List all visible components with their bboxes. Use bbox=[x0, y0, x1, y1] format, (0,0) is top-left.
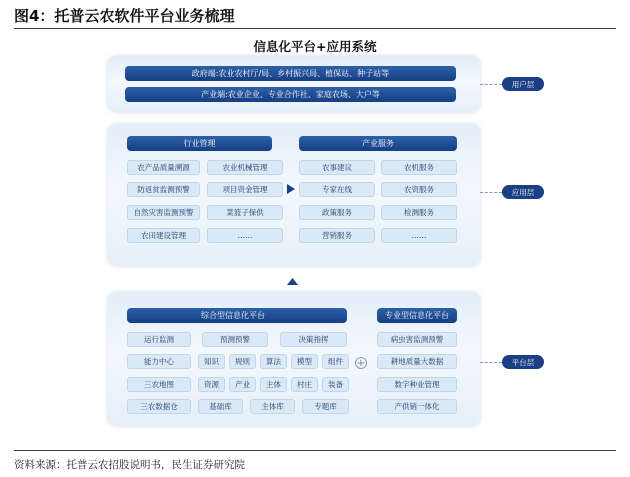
top-rule bbox=[14, 28, 616, 29]
bottom-rule bbox=[14, 450, 616, 451]
user-layer-tag: 用户层 bbox=[502, 77, 544, 91]
platform-layer-tag: 平台层 bbox=[502, 355, 544, 369]
figure-title: 图4：托普云农软件平台业务梳理 bbox=[14, 7, 235, 25]
cell-pest-monitor: 病虫害监测预警 bbox=[377, 332, 457, 347]
user-row-industry: 产业端:农业企业、专业合作社、家庭农场、大户等 bbox=[125, 87, 456, 102]
cell-topic-library: 专题库 bbox=[302, 399, 349, 414]
cell-policy-service: 政策服务 bbox=[299, 205, 375, 220]
cell-rules: 规则 bbox=[229, 354, 256, 369]
cell-model: 模型 bbox=[291, 354, 318, 369]
cell-seed-mgmt: 数字种业管理 bbox=[377, 377, 457, 392]
diagram-title: 信息化平台+应用系统 bbox=[253, 39, 377, 54]
cell-decision-command: 决策指挥 bbox=[280, 332, 347, 347]
cell-food-supply: 菜篮子保供 bbox=[207, 205, 283, 220]
cell-ellipsis-2: …… bbox=[381, 228, 457, 243]
specialized-platform-header: 专业型信息化平台 bbox=[377, 308, 457, 323]
cell-entity: 主体 bbox=[260, 377, 287, 392]
cell-farming-advice: 农事建议 bbox=[299, 160, 375, 175]
cell-equipment: 装备 bbox=[322, 377, 349, 392]
app-layer-connector bbox=[480, 192, 502, 193]
user-row-government: 政府端:农业农村厅/局、乡村振兴局、植保站、种子站等 bbox=[125, 66, 456, 81]
cell-industry: 产业 bbox=[229, 377, 256, 392]
platform-layer-connector bbox=[480, 362, 502, 363]
industry-service-header: 产业服务 bbox=[299, 136, 457, 151]
cell-expert-online: 专家在线 bbox=[299, 182, 375, 197]
cell-soil-bigdata: 耕地质量大数据 bbox=[377, 354, 457, 369]
cell-machinery-mgmt: 农业机械管理 bbox=[207, 160, 283, 175]
cell-forecast-warning: 预测预警 bbox=[202, 332, 268, 347]
arrow-up-icon bbox=[286, 277, 299, 286]
cell-marketing-service: 营销服务 bbox=[299, 228, 375, 243]
cell-village: 村庄 bbox=[291, 377, 318, 392]
industry-mgmt-header: 行业管理 bbox=[127, 136, 272, 151]
cell-farmland-construction: 农田建设管理 bbox=[127, 228, 200, 243]
cell-supply-chain: 产供销一体化 bbox=[377, 399, 457, 414]
cell-data-warehouse: 三农数据仓 bbox=[127, 399, 191, 414]
cell-supplies-service: 农资服务 bbox=[381, 182, 457, 197]
cell-project-funds: 项目资金管理 bbox=[207, 182, 283, 197]
integrated-platform-header: 综合型信息化平台 bbox=[127, 308, 347, 323]
cell-rural-map: 三农地图 bbox=[127, 377, 191, 392]
cell-base-library: 基础库 bbox=[198, 399, 243, 414]
plus-icon: + bbox=[356, 357, 366, 369]
cell-capability-center: 能力中心 bbox=[127, 354, 191, 369]
user-layer-connector bbox=[480, 84, 502, 85]
cell-traceability: 农产品质量溯源 bbox=[127, 160, 200, 175]
cell-machinery-service: 农机服务 bbox=[381, 160, 457, 175]
source-note: 资料来源：托普云农招股说明书，民生证券研究院 bbox=[14, 459, 245, 471]
cell-component: 组件 bbox=[322, 354, 349, 369]
cell-ellipsis-1: …… bbox=[207, 228, 283, 243]
app-layer-tag: 应用层 bbox=[502, 185, 544, 199]
cell-entity-library: 主体库 bbox=[250, 399, 295, 414]
cell-disaster-monitor: 自然灾害监测预警 bbox=[127, 205, 200, 220]
cell-resources: 资源 bbox=[198, 377, 225, 392]
cell-poverty-monitor: 防返贫监测预警 bbox=[127, 182, 200, 197]
cell-ops-monitor: 运行监测 bbox=[127, 332, 191, 347]
user-layer-panel bbox=[108, 56, 480, 112]
cell-testing-service: 检测服务 bbox=[381, 205, 457, 220]
cell-algorithm: 算法 bbox=[260, 354, 287, 369]
arrow-right-icon bbox=[286, 183, 296, 195]
cell-knowledge: 知识 bbox=[198, 354, 225, 369]
